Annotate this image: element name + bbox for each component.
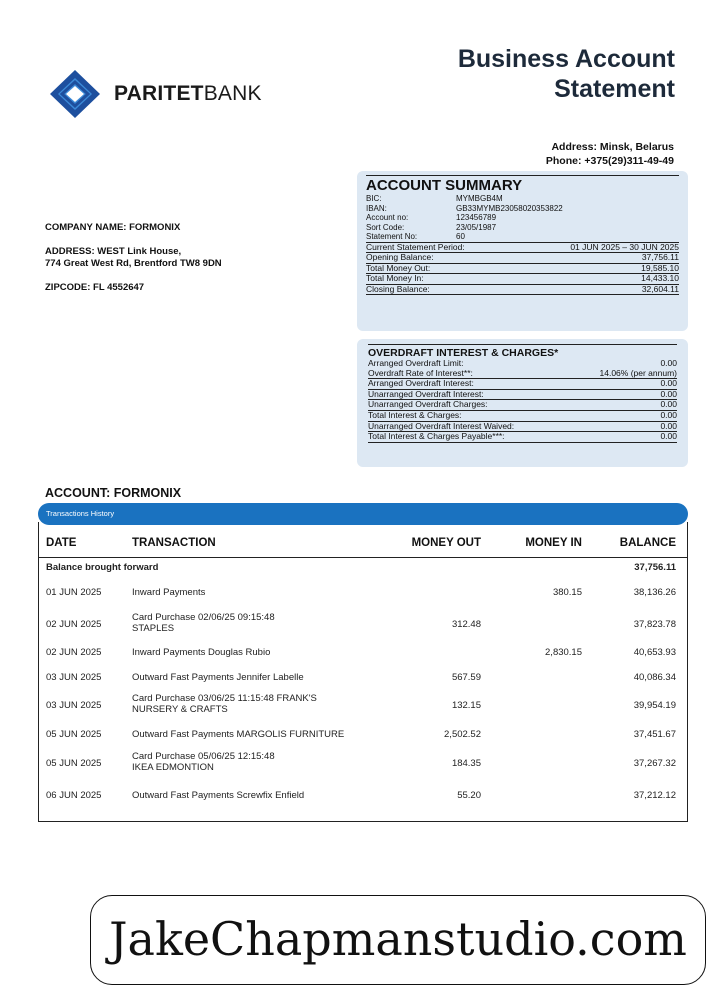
overdraft-panel bbox=[357, 339, 688, 467]
account-summary-panel bbox=[357, 171, 688, 331]
divider bbox=[366, 175, 679, 176]
bank-phone: Phone: +375(29)311-49-49 bbox=[545, 155, 674, 167]
overdraft-line: Unarranged Overdraft Interest: 0.00 bbox=[368, 388, 677, 399]
watermark-banner: JakeChapmanstudio.com bbox=[90, 895, 706, 985]
title-line-1: Business Account bbox=[457, 45, 675, 73]
account-label: ACCOUNT: FORMONIX bbox=[45, 486, 182, 500]
info-row: IBAN: GB33MYMB23058020353822 bbox=[366, 203, 563, 213]
transactions-table: DATE TRANSACTION MONEY OUT MONEY IN BALANCE Balance brought forward 37,756.11 01 JUN 2025 Inward Payments 380.15 38,136.26 02 JUN 2025 Card Purchase 02/06/25 09:15:48 STAPLES 312.48 37,823.78 02 JUN 2025 Inward Payments Douglas Rubio 2,830.15 40,653.93 03 JUN 2025 Outward Fast Payments Jennifer Labelle 567.59 40,086.34 03 JUN 2025 Card Purchase 03/06/25 11:15:48 FRANK'S NURSERY & CRAFTS 132.15 39,954.19 05 JUN 2025 Outward Fast Payments MARGOLIS FURNITURE 2,502.52 37,451.67 05 JUN 2025 Card Purchase 05/06/25 12:15:48 IKEA EDMONTION 184.35 37,267.32 06 JUN 2025 Outward Fast Payments Screwfix Enfield 55.20 37,212.12 bbox=[38, 522, 688, 822]
diamond-logo-icon bbox=[44, 68, 106, 120]
company-name: COMPANY NAME: FORMONIX bbox=[45, 222, 181, 233]
overdraft-line: Arranged Overdraft Interest: 0.00 bbox=[368, 378, 677, 389]
address-line-1: ADDRESS: WEST Link House, bbox=[45, 246, 182, 257]
info-row: BIC: MYMBGB4M bbox=[366, 194, 503, 203]
bank-name: PARITETBANK bbox=[114, 82, 262, 105]
summary-line: Current Statement Period: 01 JUN 2025 – 30 JUN 2025 bbox=[366, 241, 679, 252]
summary-line: Total Money In: 14,433.10 bbox=[366, 273, 679, 284]
company-address bbox=[45, 246, 222, 270]
summary-line: Closing Balance: 32,604.11 bbox=[366, 283, 679, 294]
divider bbox=[368, 344, 677, 345]
header-money-in: MONEY IN bbox=[525, 537, 582, 549]
overdraft-line: Total Interest & Charges Payable***: 0.00 bbox=[368, 431, 677, 442]
transactions-history-bar: Transactions History bbox=[38, 503, 688, 525]
title-line-2: Statement bbox=[554, 75, 675, 103]
table-row: 03 JUN 2025 Card Purchase 03/06/25 11:15:48 FRANK'S NURSERY & CRAFTS 132.15 39,954.19 bbox=[46, 693, 676, 715]
info-row: Sort Code: 23/05/1987 bbox=[366, 222, 497, 232]
table-header bbox=[39, 532, 687, 558]
bank-contact bbox=[546, 140, 674, 168]
header-date: DATE bbox=[46, 537, 77, 549]
info-row: Account no: 123456789 bbox=[366, 213, 497, 222]
overdraft-title: OVERDRAFT INTEREST & CHARGES* bbox=[368, 347, 559, 359]
company-zipcode: ZIPCODE: FL 4552647 bbox=[45, 282, 145, 293]
document-title bbox=[458, 44, 675, 104]
summary-lines bbox=[366, 242, 679, 296]
overdraft-info-row: Arranged Overdraft Limit: 0.00 bbox=[368, 358, 677, 368]
customer-details bbox=[45, 222, 222, 294]
bank-address: Address: Minsk, Belarus bbox=[551, 141, 674, 153]
table-row: 02 JUN 2025 Card Purchase 02/06/25 09:15:48 STAPLES 312.48 37,823.78 bbox=[46, 612, 676, 634]
summary-line: Opening Balance: 37,756.11 bbox=[366, 252, 679, 263]
overdraft-info-row: Overdraft Rate of Interest**: 14.06% (per annum) bbox=[368, 367, 677, 378]
summary-info bbox=[366, 194, 679, 242]
address-line-2: 774 Great West Rd, Brentford TW8 9DN bbox=[45, 258, 222, 269]
overdraft-line: Total Interest & Charges: 0.00 bbox=[368, 409, 677, 420]
overdraft-line: Unarranged Overdraft Charges: 0.00 bbox=[368, 399, 677, 410]
summary-title: ACCOUNT SUMMARY bbox=[366, 177, 523, 194]
overdraft-lines bbox=[368, 378, 677, 443]
header-money-out: MONEY OUT bbox=[411, 537, 481, 549]
bank-logo bbox=[44, 68, 262, 120]
info-row: Statement No: 60 bbox=[366, 232, 465, 241]
overdraft-line: Unarranged Overdraft Interest Waived: 0.00 bbox=[368, 420, 677, 431]
header-balance: BALANCE bbox=[619, 537, 676, 549]
table-row: 05 JUN 2025 Card Purchase 05/06/25 12:15:48 IKEA EDMONTION 184.35 37,267.32 bbox=[46, 751, 676, 773]
header-transaction: TRANSACTION bbox=[132, 537, 216, 549]
summary-line: Total Money Out: 19,585.10 bbox=[366, 262, 679, 273]
